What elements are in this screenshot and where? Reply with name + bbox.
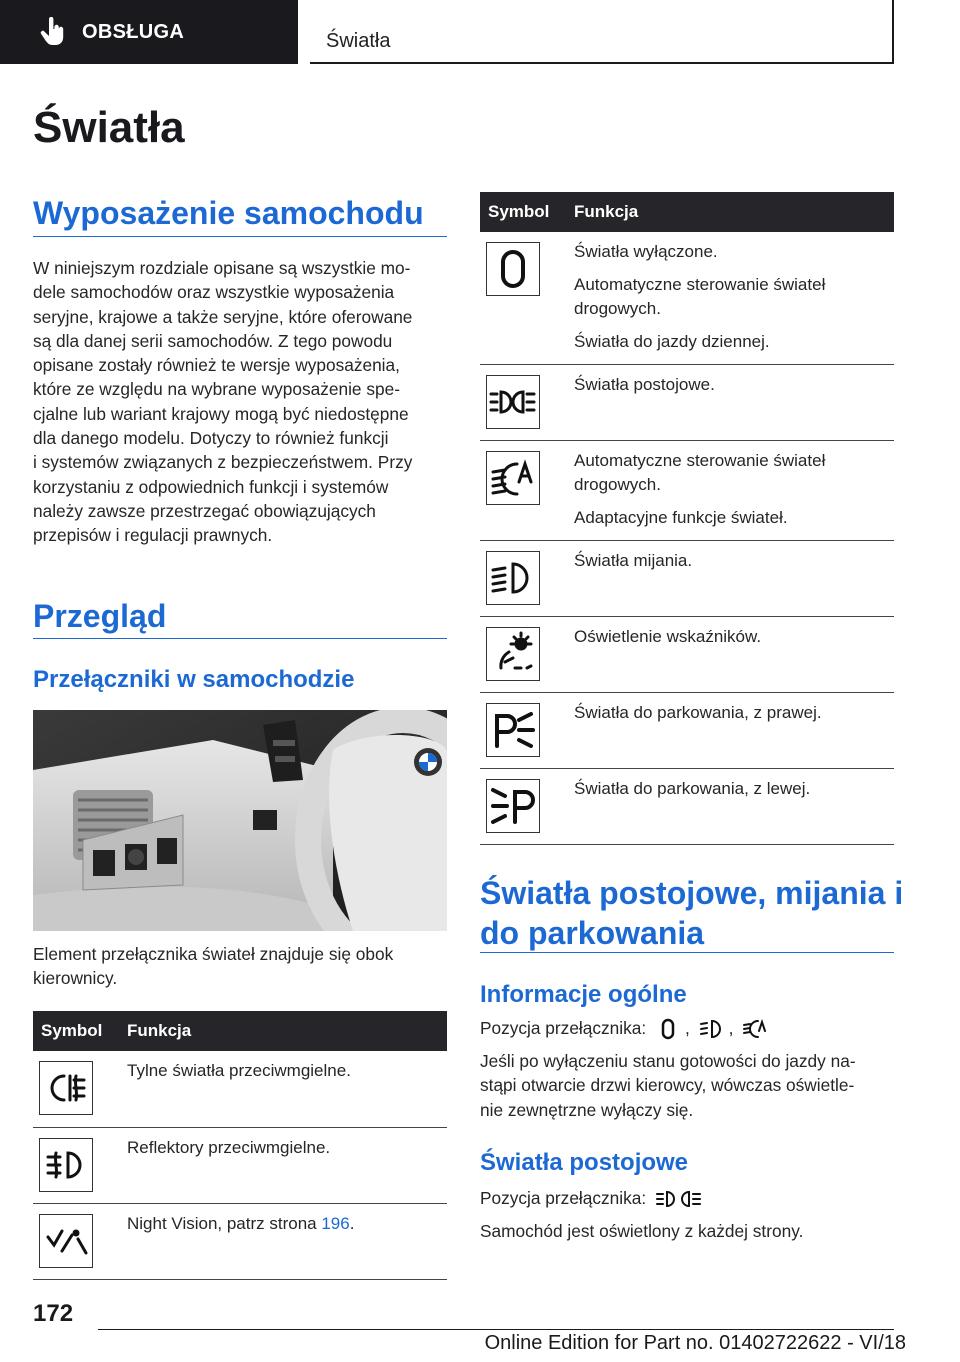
switches-subheading: Przełączniki w samochodzie <box>33 666 355 693</box>
symbol-column-header: Symbol <box>480 192 566 232</box>
table-row <box>480 441 894 541</box>
page-section-title: Światła <box>326 30 391 52</box>
lights-section-heading: Światła postojowe, mijania i do parkowania <box>480 875 904 951</box>
function-text: Światła wyłączone. <box>574 242 718 261</box>
lights-off-icon <box>487 243 539 295</box>
page-title: Światła <box>33 103 185 152</box>
table-row <box>33 1051 447 1127</box>
function-text: Oświetlenie wskaźników. <box>574 627 762 646</box>
rear-fog-light-icon <box>40 1062 92 1114</box>
page-number: 172 <box>33 1300 74 1327</box>
fog-lights-table <box>33 1011 447 1280</box>
switch-location-caption: Element przełącznika świateł znajduje się obok kierownicy. <box>33 944 394 989</box>
equipment-heading: Wyposażenie samochodu <box>33 195 424 231</box>
parking-right-icon <box>487 704 539 756</box>
edition-footer: Online Edition for Part no. 01402722622 - VI/18 <box>484 1332 906 1354</box>
lights-section-rule <box>480 952 894 953</box>
auto-headlight-icon <box>742 1017 768 1041</box>
equipment-heading-rule <box>33 236 447 237</box>
instrument-lighting-icon <box>487 628 539 680</box>
table-row <box>33 1127 447 1203</box>
function-column-header: Funkcja <box>566 192 894 232</box>
light-switch-table <box>480 192 894 845</box>
overview-heading: Przegląd <box>33 598 167 634</box>
section-tab-label: OBSŁUGA <box>82 20 185 43</box>
general-info-heading: Informacje ogólne <box>480 981 687 1008</box>
function-text: Światła postojowe. <box>574 375 715 394</box>
table-row <box>480 769 894 845</box>
general-info-text: Jeśli po wyłączeniu stanu gotowości do jazdy na‐ stąpi otwarcie drzwi kierowcy, wówczas oświetle‐ nie zewnętrzne wyłączy się. <box>480 1051 856 1120</box>
general-switch-positions: Pozycja przełącznika: , , <box>480 1016 772 1041</box>
function-column-header: Funkcja <box>119 1011 447 1051</box>
function-text: Światła mijania. <box>574 551 693 570</box>
function-text: Adaptacyjne funkcje świateł. <box>574 508 788 527</box>
footer-rule <box>98 1329 894 1330</box>
function-text: Tylne światła przeciwmgielne. <box>127 1061 351 1080</box>
parking-switch-position: Pozycja przełącznika: <box>480 1186 707 1211</box>
table-row <box>480 365 894 441</box>
dashboard-light-switch-photo <box>33 710 447 931</box>
low-beam-icon <box>487 552 539 604</box>
function-text: Światła do jazdy dziennej. <box>574 332 770 351</box>
parking-lights-heading: Światła postojowe <box>480 1149 689 1176</box>
night-vision-function-text: Night Vision, patrz strona 196. <box>127 1213 355 1233</box>
front-fog-light-icon <box>40 1139 92 1191</box>
table-row <box>480 541 894 617</box>
symbol-column-header: Symbol <box>33 1011 119 1051</box>
function-text: Automatyczne sterowanie świateł drogowych. <box>574 451 826 494</box>
parking-lights-icon <box>487 376 539 428</box>
equipment-text: W niniejszym rozdziale opisane są wszystkie mo‐ dele samochodów oraz wszystkie wyposażenia seryjne, krajowe a także seryjne, które oferowane są dla danej serii samochodów. Z tego powodu opisane zostały również te wersje wyposażenia, które ze względu na wybrane wyposażenie spe‐ cjalne lub wariant krajowy mogą być niedostępne dla danego modelu. Dotyczy to również funkcji i systemów związanych z bezpieczeństwem. Przy korzystaniu z odpowiednich funkcji i systemów należy zawsze przestrzegać obowiązujących przepisów i regulacji prawnych. <box>33 258 413 546</box>
function-text: Automatyczne sterowanie świateł drogowych. <box>574 275 826 318</box>
function-text: Reflektory przeciwmgielne. <box>127 1137 331 1157</box>
table-row <box>480 232 894 365</box>
parking-lights-icon <box>699 1017 725 1041</box>
overview-heading-rule <box>33 638 447 639</box>
parking-left-icon <box>487 780 539 832</box>
section-tab <box>0 0 298 64</box>
function-text: Światła do parkowania, z prawej. <box>574 703 822 722</box>
table-row <box>480 693 894 769</box>
page-section-header <box>310 0 894 64</box>
night-vision-icon <box>40 1215 92 1267</box>
auto-headlight-icon <box>487 452 539 504</box>
function-text: Światła do parkowania, z lewej. <box>574 779 811 798</box>
parking-lights-text: Samochód jest oświetlony z każdej strony. <box>480 1221 804 1241</box>
table-row <box>33 1203 447 1279</box>
table-row <box>480 617 894 693</box>
page-196-link[interactable]: 196 <box>321 1213 350 1233</box>
parking-lights-icon <box>655 1187 703 1211</box>
lights-off-icon <box>655 1017 681 1041</box>
hand-pointer-icon <box>40 17 66 47</box>
